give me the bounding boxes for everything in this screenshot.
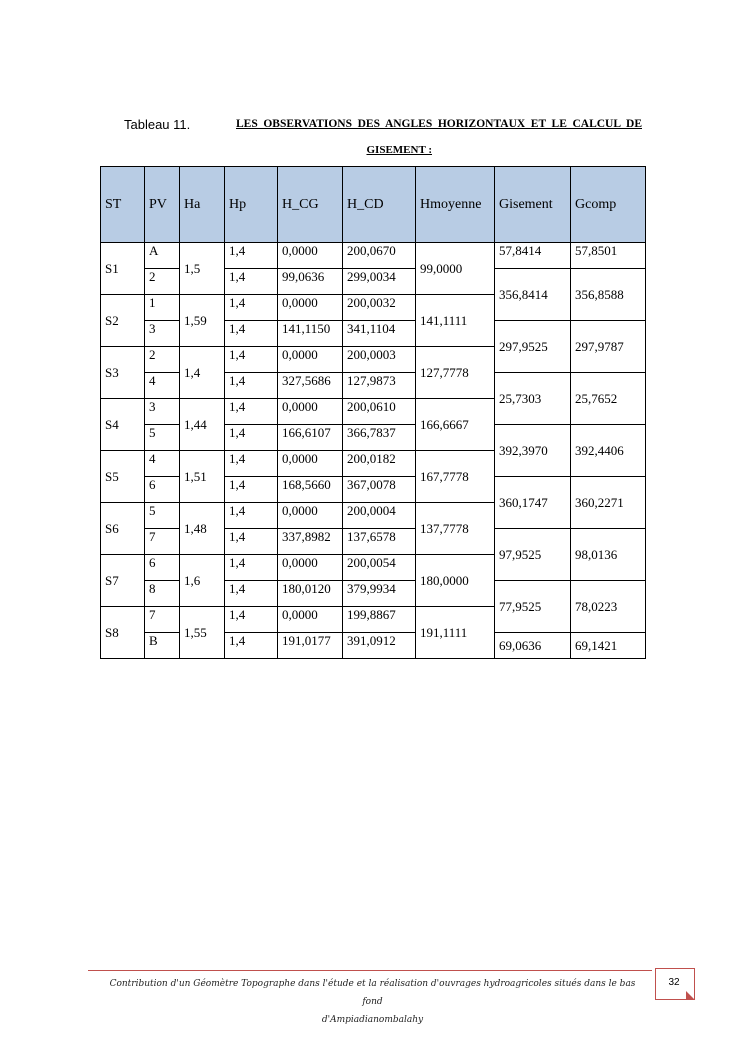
hcd-cell: 200,0670 [343, 243, 416, 269]
hcg-cell: 0,0000 [278, 399, 343, 425]
column-header: H_CD [343, 167, 416, 243]
hp-cell: 1,4 [225, 243, 278, 269]
pv-cell: 5 [145, 503, 180, 529]
table-row [101, 243, 646, 269]
hcg-cell: 180,0120 [278, 581, 343, 607]
ha-cell: 1,6 [180, 555, 225, 607]
gcomp-cell: 69,1421 [571, 633, 646, 659]
column-header: Gisement [495, 167, 571, 243]
hcd-cell: 299,0034 [343, 269, 416, 295]
table-body [101, 243, 646, 659]
column-header: Hmoyenne [416, 167, 495, 243]
column-header: H_CG [278, 167, 343, 243]
footer-text [100, 975, 645, 1029]
hp-cell: 1,4 [225, 477, 278, 503]
hcg-cell: 0,0000 [278, 243, 343, 269]
gisement-cell: 57,8414 [495, 243, 571, 269]
hp-cell: 1,4 [225, 581, 278, 607]
table-header-row [101, 167, 646, 243]
table-caption [124, 114, 644, 162]
hcg-cell: 166,6107 [278, 425, 343, 451]
ha-cell: 1,51 [180, 451, 225, 503]
gcomp-cell: 356,8588 [571, 269, 646, 321]
hmoyenne-cell: 191,1111 [416, 607, 495, 659]
hp-cell: 1,4 [225, 399, 278, 425]
page-corner-fold [686, 991, 695, 1000]
pv-cell: 6 [145, 555, 180, 581]
hcg-cell: 141,1150 [278, 321, 343, 347]
gcomp-cell: 57,8501 [571, 243, 646, 269]
hp-cell: 1,4 [225, 425, 278, 451]
pv-cell: 2 [145, 347, 180, 373]
hcd-cell: 127,9873 [343, 373, 416, 399]
hcd-cell: 200,0610 [343, 399, 416, 425]
station-cell: S4 [101, 399, 145, 451]
gisement-cell: 356,8414 [495, 269, 571, 321]
hcg-cell: 0,0000 [278, 295, 343, 321]
ha-cell: 1,4 [180, 347, 225, 399]
hp-cell: 1,4 [225, 555, 278, 581]
hcg-cell: 0,0000 [278, 607, 343, 633]
pv-cell: A [145, 243, 180, 269]
hp-cell: 1,4 [225, 295, 278, 321]
ha-cell: 1,59 [180, 295, 225, 347]
station-cell: S2 [101, 295, 145, 347]
hcd-cell: 200,0032 [343, 295, 416, 321]
pv-cell: 7 [145, 529, 180, 555]
hcd-cell: 366,7837 [343, 425, 416, 451]
gisement-cell: 97,9525 [495, 529, 571, 581]
station-cell: S7 [101, 555, 145, 607]
ha-cell: 1,48 [180, 503, 225, 555]
hp-cell: 1,4 [225, 607, 278, 633]
hcd-cell: 341,1104 [343, 321, 416, 347]
pv-cell: B [145, 633, 180, 659]
hcd-cell: 379,9934 [343, 581, 416, 607]
page-number-box [655, 968, 695, 1000]
station-cell: S3 [101, 347, 145, 399]
hcg-cell: 337,8982 [278, 529, 343, 555]
gisement-cell: 25,7303 [495, 373, 571, 425]
gisement-cell: 392,3970 [495, 425, 571, 477]
hcd-cell: 200,0054 [343, 555, 416, 581]
pv-cell: 2 [145, 269, 180, 295]
column-header: Hp [225, 167, 278, 243]
pv-cell: 5 [145, 425, 180, 451]
footer-line-1: Contribution d'un Géomètre Topographe dans l'étude et la réalisation d'ouvrages hydroagricoles situés dans le bas fond [109, 979, 636, 1007]
gisement-cell: 360,1747 [495, 477, 571, 529]
footer-divider [88, 970, 652, 971]
hcd-cell: 199,8867 [343, 607, 416, 633]
gcomp-cell: 360,2271 [571, 477, 646, 529]
hcd-cell: 200,0003 [343, 347, 416, 373]
pv-cell: 1 [145, 295, 180, 321]
hp-cell: 1,4 [225, 451, 278, 477]
gisement-cell: 297,9525 [495, 321, 571, 373]
column-header: PV [145, 167, 180, 243]
ha-cell: 1,55 [180, 607, 225, 659]
hmoyenne-cell: 180,0000 [416, 555, 495, 607]
hmoyenne-cell: 127,7778 [416, 347, 495, 399]
hp-cell: 1,4 [225, 503, 278, 529]
station-cell: S8 [101, 607, 145, 659]
footer-line-2: d'Ampiadianombalahy [321, 1015, 424, 1025]
caption-label: Tableau 11. [124, 117, 191, 132]
hcg-cell: 327,5686 [278, 373, 343, 399]
hcd-cell: 137,6578 [343, 529, 416, 555]
pv-cell: 4 [145, 373, 180, 399]
hmoyenne-cell: 167,7778 [416, 451, 495, 503]
gcomp-cell: 98,0136 [571, 529, 646, 581]
observations-table [100, 166, 646, 659]
hcg-cell: 168,5660 [278, 477, 343, 503]
hcd-cell: 391,0912 [343, 633, 416, 659]
gisement-cell: 69,0636 [495, 633, 571, 659]
hcg-cell: 0,0000 [278, 451, 343, 477]
pv-cell: 7 [145, 607, 180, 633]
gcomp-cell: 392,4406 [571, 425, 646, 477]
hp-cell: 1,4 [225, 321, 278, 347]
hmoyenne-cell: 99,0000 [416, 243, 495, 295]
ha-cell: 1,5 [180, 243, 225, 295]
page-number: 32 [668, 977, 680, 988]
hcg-cell: 191,0177 [278, 633, 343, 659]
ha-cell: 1,44 [180, 399, 225, 451]
column-header: ST [101, 167, 145, 243]
hmoyenne-cell: 166,6667 [416, 399, 495, 451]
hmoyenne-cell: 141,1111 [416, 295, 495, 347]
station-cell: S6 [101, 503, 145, 555]
pv-cell: 6 [145, 477, 180, 503]
hcg-cell: 0,0000 [278, 347, 343, 373]
hcd-cell: 367,0078 [343, 477, 416, 503]
hp-cell: 1,4 [225, 373, 278, 399]
pv-cell: 3 [145, 399, 180, 425]
station-cell: S1 [101, 243, 145, 295]
hmoyenne-cell: 137,7778 [416, 503, 495, 555]
hcd-cell: 200,0182 [343, 451, 416, 477]
hcg-cell: 0,0000 [278, 503, 343, 529]
pv-cell: 3 [145, 321, 180, 347]
column-header: Ha [180, 167, 225, 243]
gcomp-cell: 297,9787 [571, 321, 646, 373]
pv-cell: 8 [145, 581, 180, 607]
station-cell: S5 [101, 451, 145, 503]
hp-cell: 1,4 [225, 347, 278, 373]
hcg-cell: 99,0636 [278, 269, 343, 295]
gcomp-cell: 25,7652 [571, 373, 646, 425]
gcomp-cell: 78,0223 [571, 581, 646, 633]
caption-title-line1: LES OBSERVATIONS DES ANGLES HORIZONTAUX ET LE CALCUL DE [236, 118, 642, 130]
hcd-cell: 200,0004 [343, 503, 416, 529]
pv-cell: 4 [145, 451, 180, 477]
gisement-cell: 77,9525 [495, 581, 571, 633]
hp-cell: 1,4 [225, 633, 278, 659]
caption-title-line2: GISEMENT : [366, 144, 432, 156]
hp-cell: 1,4 [225, 269, 278, 295]
hp-cell: 1,4 [225, 529, 278, 555]
column-header: Gcomp [571, 167, 646, 243]
hcg-cell: 0,0000 [278, 555, 343, 581]
